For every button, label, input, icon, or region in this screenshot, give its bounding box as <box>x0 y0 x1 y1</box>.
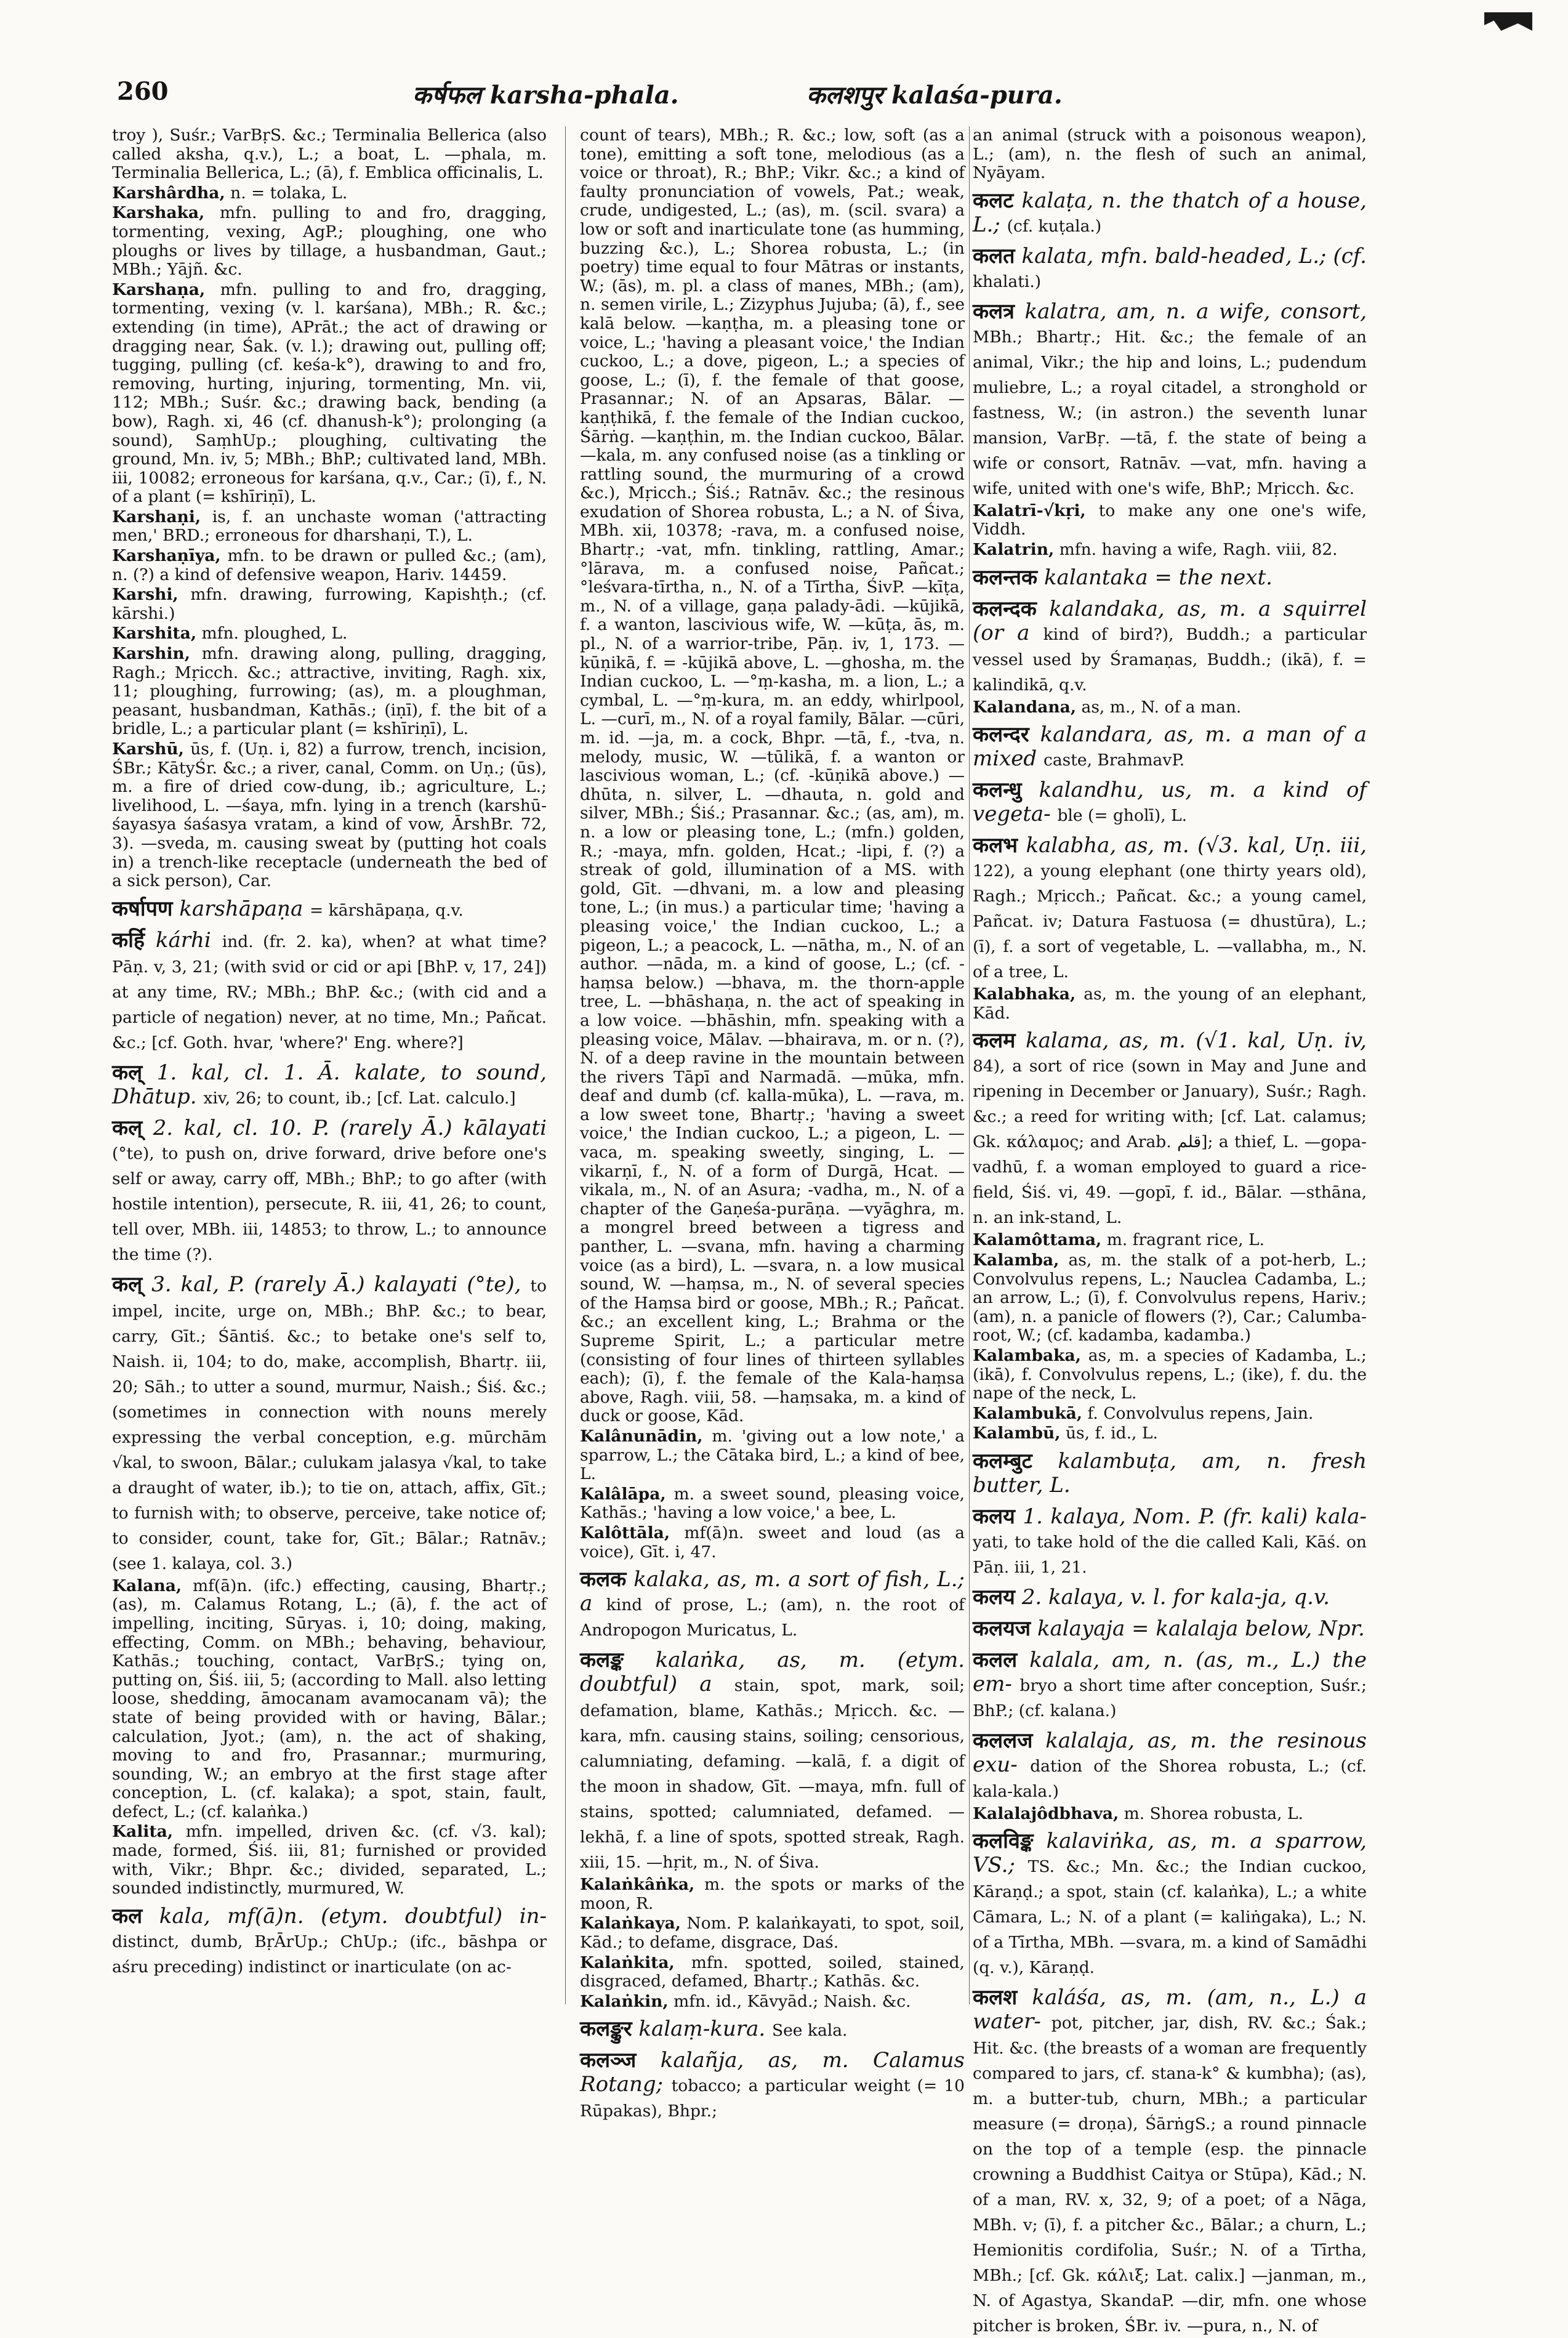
headword-transliteration: kárhi <box>155 927 211 953</box>
entry-definition: 122), a young elephant (one thirty years old), Ragh.; Mṛicch.; Pañcat. &c.; a young camel, Pañcat. iv; Datura Fastuosa (= dhustūra), L.; (ī), f. a sort of vegetable, L. —vallabha, m., N. of a tree, L. <box>973 861 1367 982</box>
devanagari-headword: कल् <box>112 1115 143 1140</box>
sub-lemma: Kalambaka, <box>973 1345 1081 1365</box>
headword-transliteration: kalantaka = the next. <box>1043 565 1272 590</box>
headword-transliteration: 2. kalaya, v. l. for kala-ja, q.v. <box>1021 1584 1330 1610</box>
dictionary-entry <box>112 586 547 623</box>
sub-lemma: Kalambū, <box>973 1424 1061 1443</box>
devanagari-headword: कलट <box>973 188 1014 213</box>
headword-transliteration: kalama, as, m. (√1. kal, Uṇ. iv, <box>1026 1028 1367 1054</box>
headword-transliteration: kalaṅka, as, m. (etym. doubtful) a <box>580 1648 965 1697</box>
dictionary-entry <box>112 204 547 279</box>
sub-lemma: Kalana, <box>112 1576 182 1595</box>
entry-definition: to impel, incite, urge on, MBh.; BhP. &c.; to bear, carry, Gīt.; Śāntiś. &c.; to betake one's self to, Naish. ii, 104; to do, make, accomplish, Bhartṛ. iii, 20; Sāh.; to utter a sound, murmur, Naish.; Śiś. &c.; (sometimes in connection with nouns merely expressing the verbal conception, e.g. mūrchām √kal, to swoon, Bālar.; culukam jalasya √kal, to take a draught of water, ib.); to tie on, attach, affix, Gīt.; to furnish with; to observe, perceive, take notice of; to consider, count, take for, Gīt.; Bālar.; Ratnāv.; (see 1. kalaya, col. 3.) <box>112 1276 547 1573</box>
dictionary-entry <box>973 1586 1367 1611</box>
entry-definition: caste, BrahmavP. <box>1043 751 1185 770</box>
entry-definition: m. Shorea robusta, L. <box>1124 1804 1303 1823</box>
dictionary-entry <box>580 1914 965 1952</box>
entry-definition: m. 'giving out a low note,' a sparrow, L.; the Cātaka bird, L.; a kind of bee, L. <box>580 1426 965 1484</box>
dictionary-entry <box>973 189 1367 238</box>
headword-transliteration: 2. kal, cl. 10. P. (rarely Ā.) kālayati <box>153 1115 547 1140</box>
entry-definition: ble (= gholī), L. <box>1057 806 1188 826</box>
headword-transliteration: kalayaja = kalalaja below, Npr. <box>1037 1616 1365 1641</box>
sub-lemma: Kalânunādin, <box>580 1426 703 1446</box>
devanagari-headword: कलम <box>973 1028 1016 1054</box>
sub-lemma: Karshaka, <box>112 203 205 223</box>
entry-definition: an animal (struck with a poisonous weapon), L.; (am), n. the flesh of such an animal, Nyāyam. <box>973 126 1367 183</box>
entry-definition: mfn. id., Kāvyād.; Naish. &c. <box>673 1991 911 2011</box>
headword-transliteration: kalandara, as, m. a man of a mixed <box>973 722 1367 772</box>
dictionary-entry <box>973 1986 1367 2338</box>
devanagari-headword: कलक <box>580 1567 627 1592</box>
entry-definition: count of tears), MBh.; R. &c.; low, soft (as a tone), emitting a soft tone, melodious (as a voice or throat), R.; BhP.; Vikr. &c.; a kind of faulty pronunciation of vowels, Pat.; weak, crude, undigested, L.; (as), m. (scil. svara) a low or soft and inarticulate tone (as humming, buzzing &c.), L.; Shorea robusta, L.; (in poetry) time equal to four Mātras or instants, W.; (ās), m. pl. a class of manes, MBh.; (am), n. semen virile, L.; Zizyphus Jujuba; (ā), f., see kalā below. —kaṇṭha, m. a pleasing tone or voice, L.; 'having a pleasant voice,' the Indian cuckoo, L.; a dove, pigeon, L.; a species of goose, L.; (ī), f. the female of that goose, Prasannar.; N. of an Apsaras, Bālar. —kaṇṭhikā, f. the female of the Indian cuckoo, Śārṅg. —kaṇṭhin, m. the Indian cuckoo, Bālar. —kala, m. any confused noise (as a tinkling or rattling sound, the murmuring of a crowd &c.), Mṛicch.; Śiś.; Ratnāv. &c.; the resinous exudation of Shorea robusta, L.; a N. of Śiva, MBh. xii, 10378; -rava, m. a confused noise, Bhartṛ.; -vat, mfn. tinkling, rattling, Amar.; °lārava, m. a confused noise, Pañcat.; °leśvara-tīrtha, n., N. of a Tīrtha, ŚivP. —kīṭa, m., N. of a village, gaṇa palady-ādi. —kūjikā, f. a wanton, lascivious wife, W. —kūṭa, ās, m. pl., N. of a warrior-tribe, Pāṇ. iv, 1, 173. —kūṇikā, f. = -kūjikā above, L. —ghosha, m. the Indian cuckoo, L. —°ṃ-kasha, m. a lion, L.; a cymbal, L. —°ṃ-kura, m. an eddy, whirlpool, L. —curī, m., N. of a royal family, Bālar. —cūri, m. id. —ja, m. a cock, Bhpr. —tā, f., -tva, n. melody, music, W. —tūlikā, f. a wanton or lascivious woman, L.; (cf. -kūṇikā above.) —dhūta, n. silver, L. —dhauta, n. gold and silver, MBh.; Śiś.; Prasannar. &c.; (as, am), m. n. a low or pleasing tone, L.; (mfn.) golden, R.; -maya, mfn. golden, Hcat.; -lipi, f. (?) a streak of gold, illumination of a MS. with gold, Gīt. —dhvani, m. a low and pleasing tone, L.; (in mus.) a particular time; 'having a pleasing voice,' the Indian cuckoo, L.; a pigeon, L.; a peacock, L. —nātha, m., N. of an author. —nāda, m. a kind of goose, L.; (cf. -haṃsa below.) —bhava, m. the thorn-apple tree, L. —bhāshaṇa, n. the act of speaking in a low voice. —bhāshin, mfn. speaking with a pleasing voice, Mālav. —bhairava, m. or n. (?), N. of a deep ravine in the mountain between the rivers Tāpī and Narmadā. —mūka, mfn. deaf and dumb (cf. kalla-mūka), L. —rava, m. a low sweet tone, Bhartṛ.; 'having a sweet voice,' the Indian cuckoo, L.; a pigeon, L. —vaca, m. speaking sweetly, singing, L. —vikarṇī, f., N. of a form of Durgā, Hcat. —vikala, m., N. of an Asura; -vadha, m., N. of a chapter of the Gaṇeśa-purāṇa. —vyāghra, m. a mongrel breed between a tigress and panther, L. —svana, mfn. having a charming voice (as a bird), L. —svara, n. a low musical sound, W. —haṃsa, m., N. of several species of the Haṃsa bird or goose, MBh.; R.; Pañcat. &c.; an excellent king, L.; Brahma or the Supreme Spirit, L.; a particular metre (consisting of four lines of thirteen syllables each); (ī), f. the female of the Kala-haṃsa above, Ragh. viii, 58. —haṃsaka, m. a kind of duck or goose, Kād. <box>580 126 965 1426</box>
dictionary-entry <box>580 1876 965 1913</box>
headword-transliteration: kalabha, as, m. (√3. kal, Uṇ. iii, <box>1026 833 1367 858</box>
dictionary-entry <box>973 698 1367 717</box>
entry-definition: as, m. the young of an elephant, Kād. <box>973 985 1367 1023</box>
sub-lemma: Karshita, <box>112 624 197 643</box>
entry-definition: n. = tolaka, L. <box>230 183 348 203</box>
dictionary-entry <box>112 1061 547 1110</box>
devanagari-headword: कलत <box>973 243 1015 268</box>
dictionary-entry <box>112 508 547 546</box>
dictionary-entry <box>973 778 1367 828</box>
dictionary-entry <box>580 2017 965 2042</box>
entry-definition: mfn. impelled, driven &c. (cf. √3. kal); made, formed, Śiś. iii, 81; furnished or provided with, Vikr.; Bhpr. &c.; divided, separated, L.; sounded indistinctly, murmured, W. <box>112 1822 547 1898</box>
dictionary-entry <box>112 1823 547 1898</box>
dictionary-entry <box>973 244 1367 294</box>
devanagari-headword: कलय <box>973 1584 1015 1610</box>
dictionary-entry <box>973 1347 1367 1403</box>
dictionary-entry <box>973 566 1367 591</box>
headword-transliteration: kalatra, am, n. a wife, consort, <box>1024 299 1367 324</box>
entry-definition: kind of bird?), Buddh.; a particular vessel used by Śramaṇas, Buddh.; (ikā), f. = kalindikā, q.v. <box>973 624 1367 695</box>
sub-lemma: Kalamba, <box>973 1250 1059 1270</box>
entry-definition: stain, spot, mark, soil; defamation, blame, Kathās.; Mṛicch. &c. —kara, mfn. causing stains, soiling; censorious, calumniating, defaming. —kalā, f. a digit of the moon in shadow, Gīt. —maya, mfn. full of stains, spotted; calumniated, defamed. —lekhā, f. a line of spots, spotted streak, Ragh. xiii, 15. —hṛit, m., N. of Śiva. <box>580 1676 965 1872</box>
dictionary-entry <box>112 547 547 584</box>
dictionary-entry <box>973 300 1367 501</box>
entry-definition: = kārshāpaṇa, q.v. <box>310 900 464 920</box>
entry-definition: mfn. to be drawn or pulled &c.; (am), n. (?) a kind of defensive weapon, Hariv. 14459. <box>112 546 547 584</box>
devanagari-headword: कलविङ्क <box>973 1829 1034 1854</box>
dictionary-entry <box>580 1524 965 1562</box>
sub-lemma: Karshi, <box>112 585 179 605</box>
dictionary-entry <box>973 1405 1367 1424</box>
sub-lemma: Kalatrin, <box>973 539 1055 559</box>
entry-definition: dation of the Shorea robusta, L.; (cf. kala-kala.) <box>973 1756 1367 1801</box>
sub-lemma: Karshin, <box>112 644 190 664</box>
entry-definition: mfn. spotted, soiled, stained, disgraced, defamed, Bhartṛ.; Kathās. &c. <box>580 1953 965 1991</box>
entry-definition: 84), a sort of rice (sown in May and June and ripening in December or January), Suśr.; Ragh. &c.; a reed for writing with; [cf. Lat. calamus; Gk. κάλαμος; and Arab. قلم]; a thief, L. —gopa-vadhū, f. a woman employed to guard a rice-field, Śiś. vi, 49. —gopī, f. id., Bālar. —sthāna, n. an ink-stand, L. <box>973 1057 1367 1228</box>
devanagari-headword: कल् <box>112 1060 143 1085</box>
entry-definition: See kala. <box>771 2021 848 2041</box>
sub-lemma: Karshaṇi, <box>112 507 201 526</box>
entry-definition: troy ), Suśr.; VarBṛS. &c.; Terminalia Bellerica (also called aksha, q.v.), L.; a boat, L. —phala, m. Terminalia Bellerica, L.; (ā), f. Emblica officinalis, L. <box>112 126 547 183</box>
devanagari-headword: कलन्दक <box>973 596 1037 621</box>
headword-transliteration: kalandaka, as, m. a squirrel (or a <box>973 596 1367 645</box>
sub-lemma: Kalaṅkaya, <box>580 1914 681 1933</box>
sub-lemma: Kalatrī-√kṛi, <box>973 501 1086 520</box>
dictionary-entry <box>112 126 547 183</box>
devanagari-headword: कल् <box>112 1272 143 1297</box>
entry-definition: f. Convolvulus repens, Jain. <box>1087 1403 1314 1423</box>
headword-transliteration: kalandhu, us, m. a kind of vegeta- <box>973 778 1367 827</box>
dictionary-entry <box>973 1648 1367 1723</box>
sub-lemma: Kalabhaka, <box>973 985 1076 1004</box>
entry-definition: bryo a short time after conception, Suśr.; BhP.; (cf. kalana.) <box>973 1675 1367 1720</box>
entry-definition: ind. (fr. 2. ka), when? at what time? Pāṇ. v, 3, 21; (with svid or cid or api [BhP. v, 17, 24]) at any time, RV.; MBh.; BhP. &c.; (with cid and a particle of negation) never, at no time, Mn.; Pañcat. &c.; [cf. Goth. hvar, 'where?' Eng. where?] <box>112 932 547 1052</box>
dictionary-entry <box>973 1251 1367 1345</box>
dictionary-entry <box>973 1829 1367 1980</box>
entry-definition: mfn. pulling to and fro, dragging, tormenting, vexing (v. l. karśana), MBh.; R. &c.; extending (in time), APrāt.; the act of drawing or dragging near, Śak. (v. l.); drawing out, pulling off; tugging, pulling (cf. keśa-k°), drawing to and fro, removing, hurting, injuring, tormenting, Mn. vii, 112; MBh.; Suśr. &c.; drawing back, bending (a bow), Ragh. xi, 46 (cf. dhanush-k°); prolonging (a sound), SaṃhUp.; ploughing, cultivating the ground, Mn. iv, 5; MBh.; BhP.; cultivated land, MBh. iii, 10082; erroneous for karśana, q.v., Car.; (ī), f., N. of a plant (= kshīriṇī), L. <box>112 280 547 507</box>
sub-lemma: Kalaṅkita, <box>580 1953 675 1972</box>
dictionary-entry <box>112 1116 547 1267</box>
sub-lemma: Kalalajôdbhava, <box>973 1804 1119 1823</box>
headword-transliteration: kalaṃ-kura. <box>638 2017 766 2042</box>
entry-definition: (cf. kuṭala.) <box>1007 216 1102 236</box>
dictionary-entry <box>112 740 547 891</box>
devanagari-headword: कलभ <box>973 833 1018 858</box>
devanagari-headword: कर्षापण <box>112 896 173 921</box>
dictionary-entry <box>973 1231 1367 1250</box>
dictionary-entry <box>973 723 1367 772</box>
entry-definition: m. a sweet sound, pleasing voice, Kathās.; 'having a low voice,' a bee, L. <box>580 1484 965 1523</box>
sub-lemma: Karshârdha, <box>112 183 225 203</box>
dictionary-entry <box>973 541 1367 560</box>
devanagari-headword: कलल <box>973 1647 1018 1672</box>
devanagari-headword: कलय <box>973 1504 1015 1529</box>
dictionary-entry <box>973 1617 1367 1642</box>
dictionary-entry <box>580 1954 965 1991</box>
dictionary-entry <box>112 1577 547 1822</box>
dictionary-entry <box>112 1273 547 1576</box>
dictionary-entry <box>112 645 547 739</box>
dictionary-entry <box>973 126 1367 183</box>
entry-definition: mfn. drawing along, pulling, dragging, Ragh.; Mṛicch. &c.; attractive, inviting, Ragh. xix, 11; ploughing, furrowing; (as), m. a ploughman, peasant, husbandman, Kathās.; (iṇī), f. the bit of a bridle, L.; a particular plant (= kshīriṇī), L. <box>112 644 547 739</box>
dictionary-entry <box>973 1424 1367 1443</box>
column-2 <box>580 126 965 2121</box>
dictionary-entry <box>973 502 1367 539</box>
entry-definition: as, m. the stalk of a pot-herb, L.; Convolvulus repens, L.; Nauclea Cadamba, L.; an arrow, L.; (ī), f. Convolvulus repens, Hariv.; (am), n. a panicle of flowers (?), Car.; Calumba-root, W.; (cf. kadamba, kadamba.) <box>973 1250 1367 1345</box>
dictionary-entry <box>112 897 547 922</box>
devanagari-headword: कर्हि <box>112 927 145 953</box>
sub-lemma: Kalandana, <box>973 697 1077 717</box>
dictionary-entry <box>973 985 1367 1023</box>
column-divider-2 <box>969 126 970 2004</box>
dictionary-entry <box>112 929 547 1055</box>
dictionary-entry <box>580 126 965 1426</box>
entry-definition: m. the spots or marks of the moon, R. <box>580 1875 965 1913</box>
dictionary-entry <box>580 1993 965 2012</box>
page-number: 260 <box>117 77 169 106</box>
sub-lemma: Karshū, <box>112 740 184 759</box>
devanagari-headword: कल <box>112 1903 143 1929</box>
headword-transliteration: karshāpaṇa <box>179 896 304 921</box>
sub-lemma: Kalaṅkin, <box>580 1991 669 2011</box>
devanagari-headword: कलत्र <box>973 299 1015 324</box>
headword-transliteration: kalaviṅka, as, m. a sparrow, VS.; <box>973 1829 1367 1878</box>
entry-definition: ūs, f. id., L. <box>1065 1424 1158 1443</box>
headword-transliteration: kalata, mfn. bald-headed, L.; (cf. <box>1021 243 1367 268</box>
headword-transliteration: 1. kal, cl. 1. Ā. kalate, to sound, Dhātup. <box>112 1060 547 1109</box>
dictionary-entry <box>973 1505 1367 1579</box>
devanagari-headword: कलन्दर <box>973 722 1029 748</box>
entry-definition: m. fragrant rice, L. <box>1106 1230 1265 1250</box>
headword-transliteration: kalala, am, n. (as, m., L.) the em- <box>973 1647 1367 1696</box>
entry-definition: is, f. an unchaste woman ('attracting men,' BRD.; erroneous for dharshaṇi, T.), L. <box>112 507 547 546</box>
entry-definition: kind of prose, L.; (am), n. the root of Andropogon Muricatus, L. <box>580 1595 965 1640</box>
sub-lemma: Karshaṇa, <box>112 280 206 299</box>
dictionary-entry <box>973 1805 1367 1824</box>
headword-transliteration: kalaka, as, m. a sort of fish, L.; a <box>580 1567 965 1616</box>
dictionary-entry <box>112 1905 547 1979</box>
headword-transliteration: kalañja, as, m. Calamus Rotang; <box>580 2048 965 2097</box>
sub-lemma: Kalita, <box>112 1822 173 1842</box>
corner-scan-mark <box>1484 12 1532 31</box>
devanagari-headword: कलङ्क <box>580 1648 624 1673</box>
devanagari-headword: कलम्बुट <box>973 1448 1032 1473</box>
entry-definition: MBh.; Bhartṛ.; Hit. &c.; the female of an animal, Vikr.; the hip and loins, L.; pudendum muliebre, L.; a royal citadel, a stronghold or fastness, W.; (in astron.) the seventh lunar mansion, VarBṛ. —tā, f. the state of being a wife or consort, Ratnāv. —vat, mfn. having a wife, united with one's wife, BhP.; Mṛicch. &c. <box>973 327 1367 498</box>
entry-definition: mf(ā)n. sweet and loud (as a voice), Gīt. i, 47. <box>580 1523 965 1562</box>
dictionary-entry <box>580 1648 965 1874</box>
sub-lemma: Kalamôttama, <box>973 1230 1102 1250</box>
dictionary-entry <box>580 2049 965 2123</box>
entry-definition: khalati.) <box>973 272 1042 291</box>
dictionary-entry <box>580 1568 965 1642</box>
dictionary-entry <box>580 1485 965 1523</box>
entry-definition: yati, to take hold of the die called Kali, Kāś. on Pāṇ. iii, 1, 21. <box>973 1532 1367 1577</box>
entry-definition: distinct, dumb, BṛĀrUp.; ChUp.; (ifc., bāshpa or aśru preceding) indistinct or inarticulate (on ac- <box>112 1932 547 1977</box>
dictionary-entry <box>112 281 547 507</box>
entry-definition: ūs, f. (Uṇ. i, 82) a furrow, trench, incision, ŚBr.; KātyŚr. &c.; a river, canal, Comm. on Uṇ.; (ūs), m. a fire of dried cow-dung, ib.; agriculture, L.; livelihood, L. —śaya, mfn. lying in a trench (karshū-śayasya śaśasya vratam, a kind of vow, ĀrshBr. 72, 3). —sveda, m. causing sweat by (putting hot coals in) a trench-like receptacle (underneath the bed of a sick person), Car. <box>112 740 547 891</box>
headword-transliteration: kalambuṭa, am, n. fresh butter, L. <box>973 1448 1367 1498</box>
headword-transliteration: kalalaja, as, m. the resinous exu- <box>973 1728 1367 1777</box>
header-left-headword: कर्षफल karsha-phala. <box>412 81 679 110</box>
entry-definition: pot, pitcher, jar, dish, RV. &c.; Śak.; Hit. &c. (the breasts of a woman are frequently compared to jars, cf. stana-k° & kumbha); (as), m. a butter-tub, churn, MBh.; a particular measure (= droṇa), ŚārṅgS.; a round pinnacle on the top of a temple (esp. the pinnacle crowning a Buddhist Caitya or Stūpa), Kād.; N. of a man, RV. x, 32, 9; of a poet; of a Nāga, MBh. v; (ī), f. a pitcher &c., Bālar.; a churn, L.; Hemionitis cordifolia, Suśr.; N. of a Tīrtha, MBh.; [cf. Gk. κάλιξ; Lat. calix.] —janman, m., N. of Agastya, SkandaP. —dir, mfn. one whose pitcher is broken, ŚBr. iv. —pura, n., N. of <box>973 2014 1367 2336</box>
devanagari-headword: कलन्धु <box>973 778 1022 803</box>
dictionary-entry <box>973 1729 1367 1804</box>
headword-transliteration: kaláśa, as, m. (am, n., L.) a water- <box>973 1985 1367 2034</box>
entry-definition: to make any one one's wife, Viddh. <box>973 501 1367 539</box>
entry-definition: Nom. P. kalaṅkayati, to spot, soil, Kād.; to defame, disgrace, Daś. <box>580 1914 965 1952</box>
devanagari-headword: कललज <box>973 1728 1033 1753</box>
devanagari-headword: कलङ्कुर <box>580 2017 632 2042</box>
entry-definition: TS. &c.; Mn. &c.; the Indian cuckoo, Kāraṇḍ.; a spot, stain (cf. kalaṅka), L.; a white Cāmara, L.; N. of a plant (= kaliṅgaka), L.; N. of a Tīrtha, MBh. —svara, m. a kind of Samādhi (q. v.), Kāraṇḍ. <box>973 1857 1367 1978</box>
entry-definition: (°te), to push on, drive forward, drive before one's self or away, carry off, MBh.; BhP.; to go after (with hostile intention), persecute, R. iii, 41, 26; to count, tell over, MBh. iii, 14853; to throw, L.; to announce the time (?). <box>112 1143 547 1264</box>
sub-lemma: Kalambukā, <box>973 1403 1083 1423</box>
dictionary-entry <box>580 1427 965 1484</box>
devanagari-headword: कलश <box>973 1985 1018 2010</box>
entry-definition: mf(ā)n. (ifc.) effecting, causing, Bhartṛ.; (as), m. Calamus Rotang, L.; (ā), f. the act of impelling, inciting, Sūryas. i, 10; doing, making, effecting, Comm. on MBh.; behaving, behaviour, Kathās.; touching, contact, VarBṛS.; tying on, putting on, Śiś. iii, 5; (according to Mall. also letting loose, shedding, āmocanam avamocanam vā); the state of being provided with or having, Bālar.; calculation, Jyot.; (am), n. the act of shaking, moving to and fro, Prasannar.; murmuring, sounding, W.; an embryo at the first stage after conception, L. (cf. kalaka); a spot, stain, fault, defect, L.; (cf. kalaṅka.) <box>112 1576 547 1821</box>
dictionary-entry <box>973 597 1367 697</box>
entry-definition: as, m., N. of a man. <box>1081 697 1242 717</box>
dictionary-entry <box>973 834 1367 984</box>
entry-definition: mfn. drawing, furrowing, Kapishṭh.; (cf. kārshi.) <box>112 585 547 623</box>
sub-lemma: Kalôttāla, <box>580 1523 670 1542</box>
headword-transliteration: kala, mf(ā)n. (etym. doubtful) in- <box>159 1903 547 1929</box>
entry-definition: mfn. ploughed, L. <box>201 624 348 643</box>
devanagari-headword: कलन्तक <box>973 565 1038 590</box>
sub-lemma: Kalaṅkâṅka, <box>580 1875 695 1895</box>
header-right-headword: कलशपुर kalaśa-pura. <box>806 81 1063 110</box>
headword-transliteration: kalaṭa, n. the thatch of a house, L.; <box>973 188 1367 237</box>
column-3 <box>973 126 1367 2336</box>
sub-lemma: Karshaṇīya, <box>112 546 221 566</box>
entry-definition: as, m. a species of Kadamba, L.; (ikā), f. Convolvulus repens, L.; (ike), f. du. the nape of the neck, L. <box>973 1345 1367 1403</box>
entry-definition: tobacco; a particular weight (= 10 Rūpakas), Bhpr.; <box>580 2076 965 2121</box>
entry-definition: mfn. pulling to and fro, dragging, tormenting, vexing, AgP.; ploughing, one who ploughs or lives by tillage, a husbandman, Gaut.; MBh.; Yājñ. &c. <box>112 203 547 280</box>
column-divider-1 <box>565 126 566 2004</box>
sub-lemma: Kalâlāpa, <box>580 1484 666 1504</box>
devanagari-headword: कलञ्ज <box>580 2048 637 2073</box>
dictionary-entry <box>112 184 547 203</box>
column-1 <box>112 126 547 2004</box>
headword-transliteration: 3. kal, P. (rarely Ā.) kalayati (°te), <box>151 1272 521 1297</box>
entry-definition: mfn. having a wife, Ragh. viii, 82. <box>1059 539 1338 559</box>
devanagari-headword: कलयज <box>973 1616 1031 1641</box>
dictionary-entry <box>973 1449 1367 1499</box>
headword-transliteration: 1. kalaya, Nom. P. (fr. kali) kala- <box>1023 1504 1367 1529</box>
entry-definition: xiv, 26; to count, ib.; [cf. Lat. calculo.] <box>203 1088 516 1108</box>
running-header <box>111 77 1508 114</box>
dictionary-entry <box>112 624 547 643</box>
dictionary-entry <box>973 1029 1367 1230</box>
